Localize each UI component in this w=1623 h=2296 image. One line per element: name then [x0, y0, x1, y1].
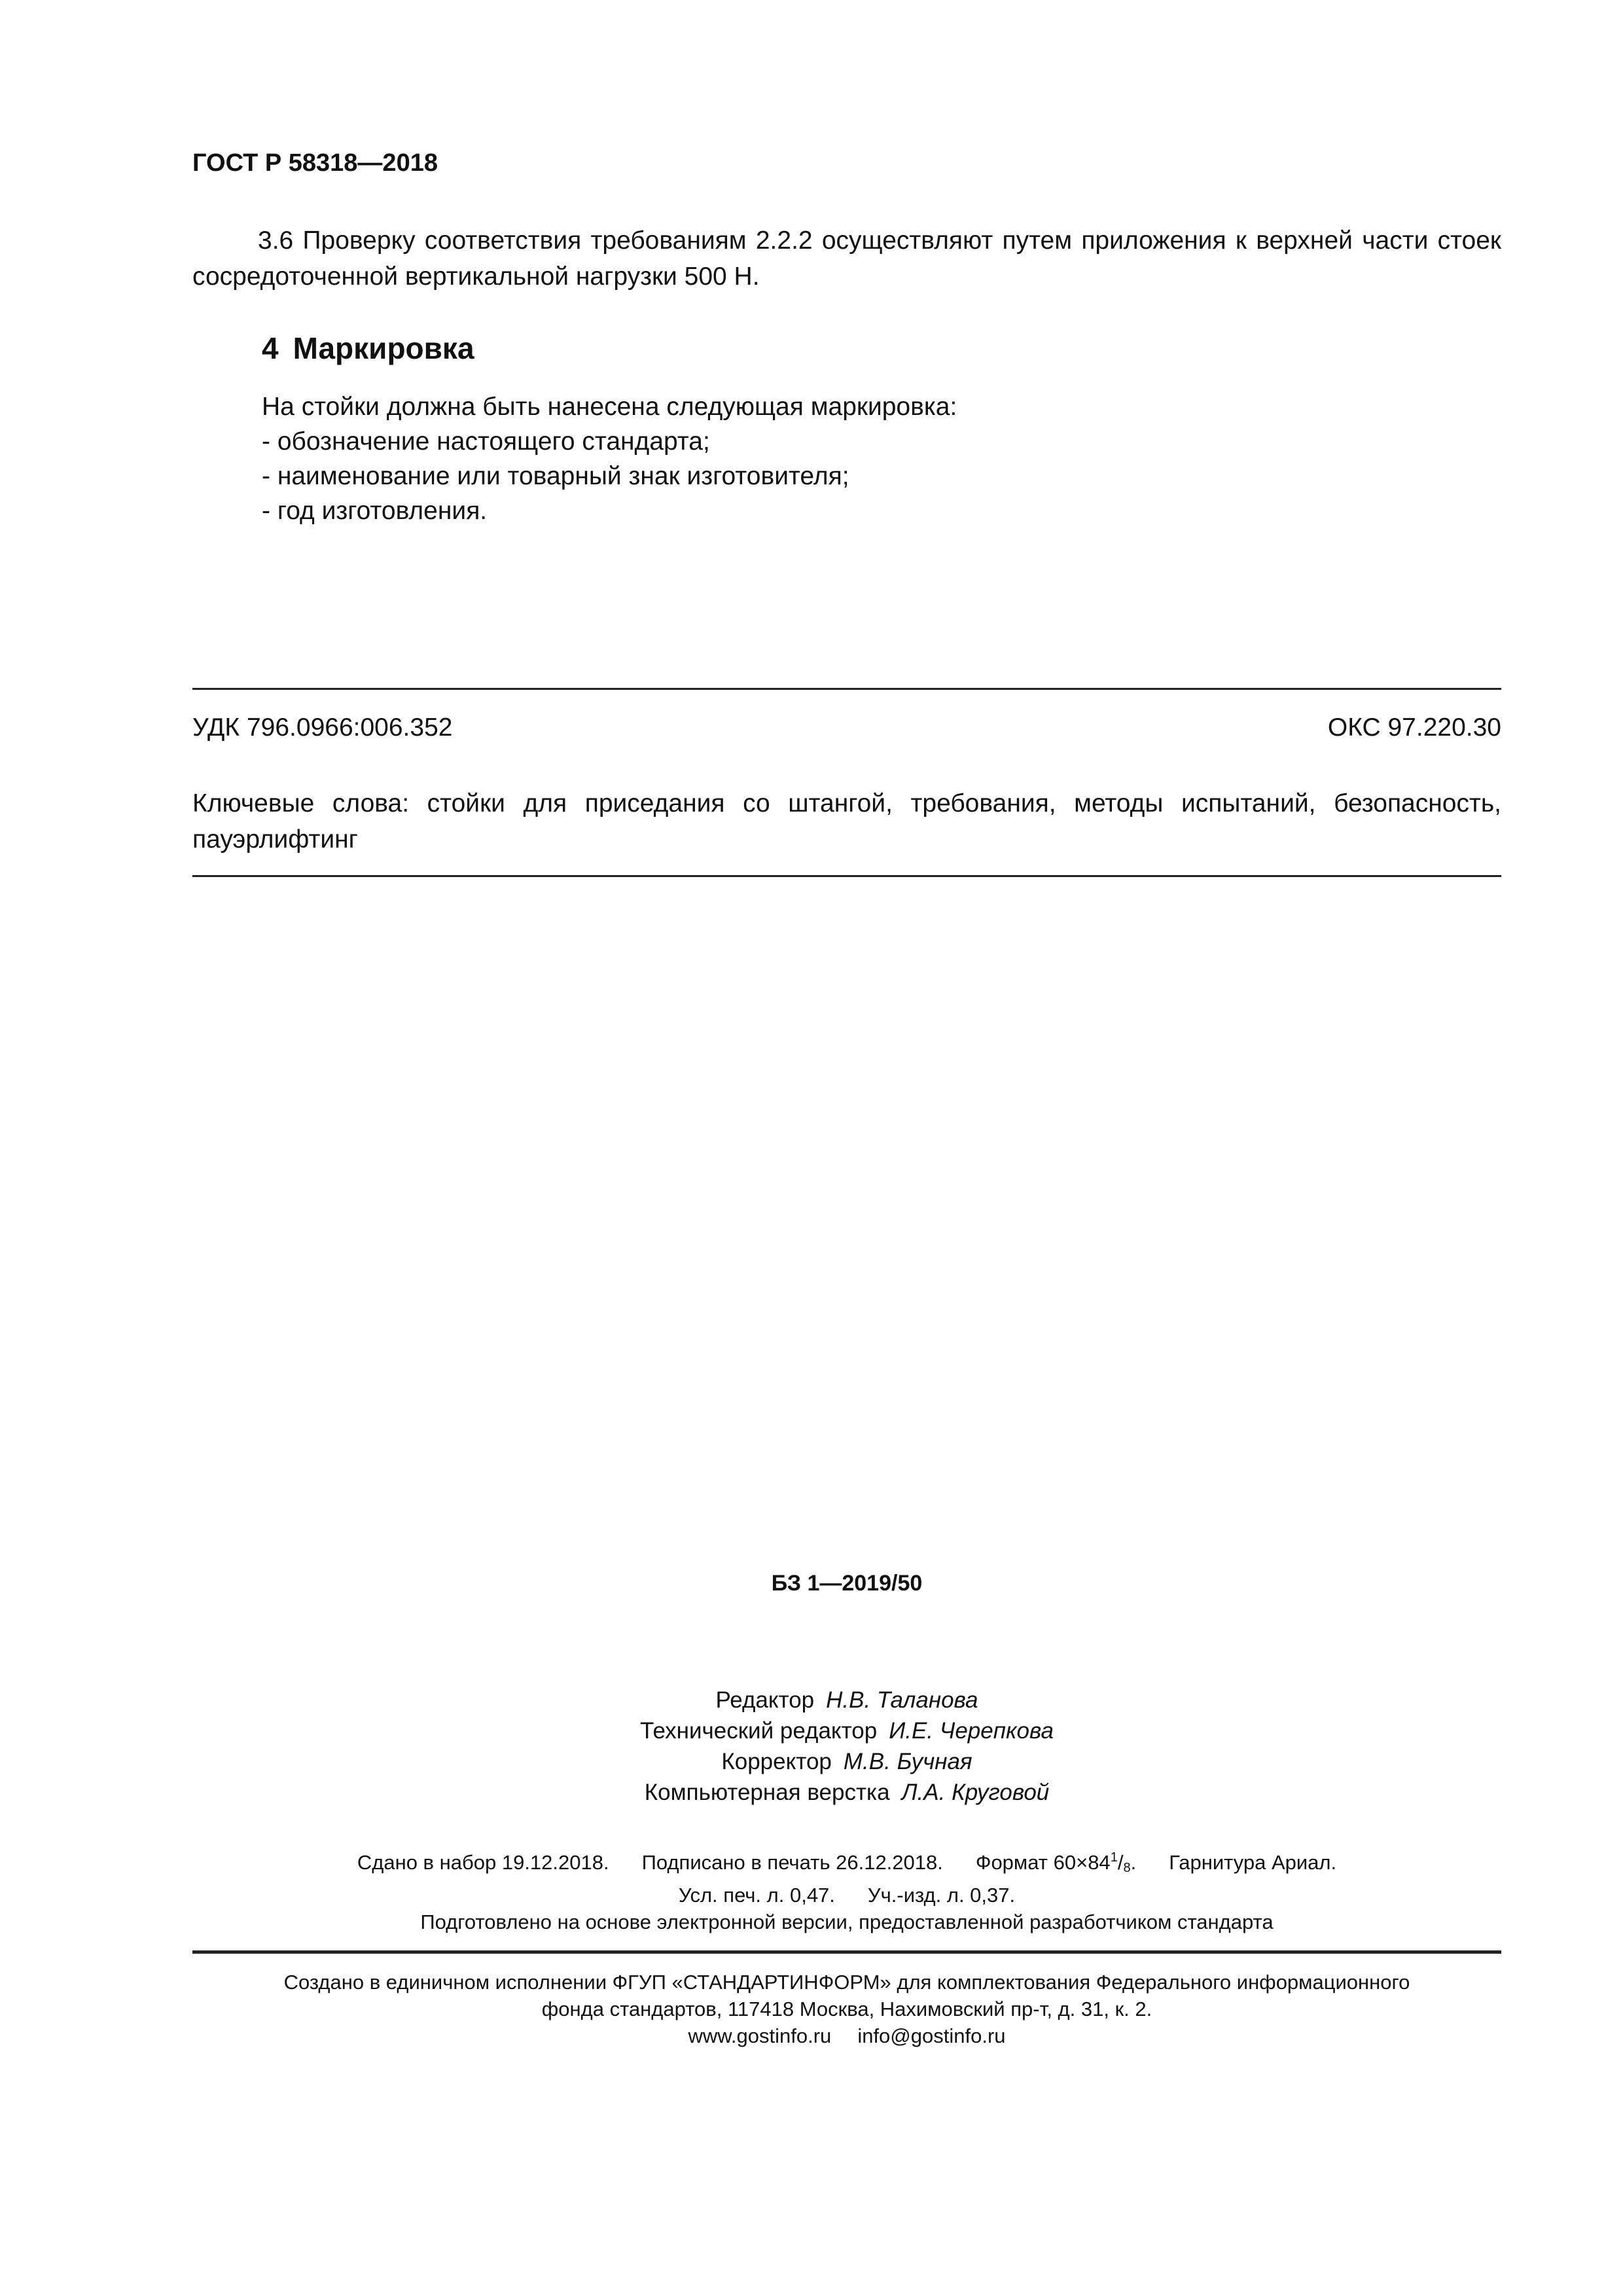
credit-name: Н.В. Таланова	[826, 1687, 978, 1713]
section-4-heading	[262, 331, 474, 366]
clause-3-6-text: 3.6 Проверку соответствия требованиям 2.2.2 осуществляют путем приложения к верхней части стоек сосредоточенной вертикальной нагрузки 500 Н.	[192, 226, 1501, 291]
credit-name: Л.А. Круговой	[901, 1780, 1050, 1805]
email-link[interactable]: info@gostinfo.ru	[857, 2024, 1006, 2047]
creator-block	[0, 1969, 1623, 2049]
creator-line-2: фонда стандартов, 117418 Москва, Нахимовский пр-т, д. 31, к. 2.	[541, 1998, 1152, 2020]
publishing-sheets: Уч.-изд. л. 0,37.	[867, 1884, 1016, 1907]
creator-line-1: Создано в единичном исполнении ФГУП «СТАНДАРТИНФОРМ» для комплектования Федерального информационного	[283, 1971, 1410, 1994]
credit-line	[0, 1777, 1623, 1808]
section-4-title: Маркировка	[293, 331, 474, 365]
paper-format: Формат $60\times 84^1/_8$.	[975, 1850, 1137, 1875]
imprint-line-2	[0, 1882, 1623, 1909]
credit-role: Редактор	[715, 1687, 815, 1713]
list-item: - наименование или товарный знак изготовителя;	[262, 462, 849, 490]
divider-top	[192, 688, 1501, 690]
udc-code: УДК 796.0966:006.352	[192, 713, 453, 742]
typeset-date: Сдано в набор 19.12.2018.	[357, 1851, 609, 1874]
keywords: Ключевые слова: стойки для приседания со штангой, требования, методы испытаний, безопасность, пауэрлифтинг	[192, 789, 1501, 853]
credit-role: Корректор	[721, 1749, 832, 1774]
oks-code: ОКС 97.220.30	[1327, 713, 1501, 742]
divider-keywords	[192, 875, 1501, 877]
typeface: Гарнитура Ариал.	[1169, 1851, 1337, 1874]
print-sheets: Усл. печ. л. 0,47.	[678, 1884, 835, 1907]
credit-line	[0, 1715, 1623, 1746]
imprint-line-1	[0, 1844, 1623, 1882]
credit-name: М.В. Бучная	[843, 1749, 972, 1774]
list-item: - год изготовления.	[262, 497, 488, 525]
clause-3-6	[192, 223, 1501, 295]
section-4-number: 4	[262, 331, 279, 365]
contacts-line	[0, 2022, 1623, 2049]
signed-date: Подписано в печать 26.12.2018.	[641, 1851, 943, 1874]
marking-list	[262, 389, 1440, 528]
credits-block	[0, 1685, 1623, 1808]
bz-number: БЗ 1—2019/50	[771, 1571, 923, 1596]
website-link[interactable]: www.gostinfo.ru	[688, 2024, 832, 2047]
credit-role: Компьютерная верстка	[644, 1780, 890, 1805]
divider-bottom	[192, 1950, 1501, 1954]
credit-name: И.Е. Черепкова	[889, 1718, 1054, 1744]
credit-role: Технический редактор	[640, 1718, 878, 1744]
marking-intro: На стойки должна быть нанесена следующая маркировка:	[262, 393, 957, 421]
credit-line	[0, 1746, 1623, 1777]
standard-code-header: ГОСТ Р 58318—2018	[192, 149, 438, 177]
imprint-block	[0, 1844, 1623, 1935]
credit-line	[0, 1685, 1623, 1715]
list-item: - обозначение настоящего стандарта;	[262, 427, 710, 456]
prepared-note: Подготовлено на основе электронной версии, предоставленной разработчиком стандарта	[420, 1910, 1274, 1933]
